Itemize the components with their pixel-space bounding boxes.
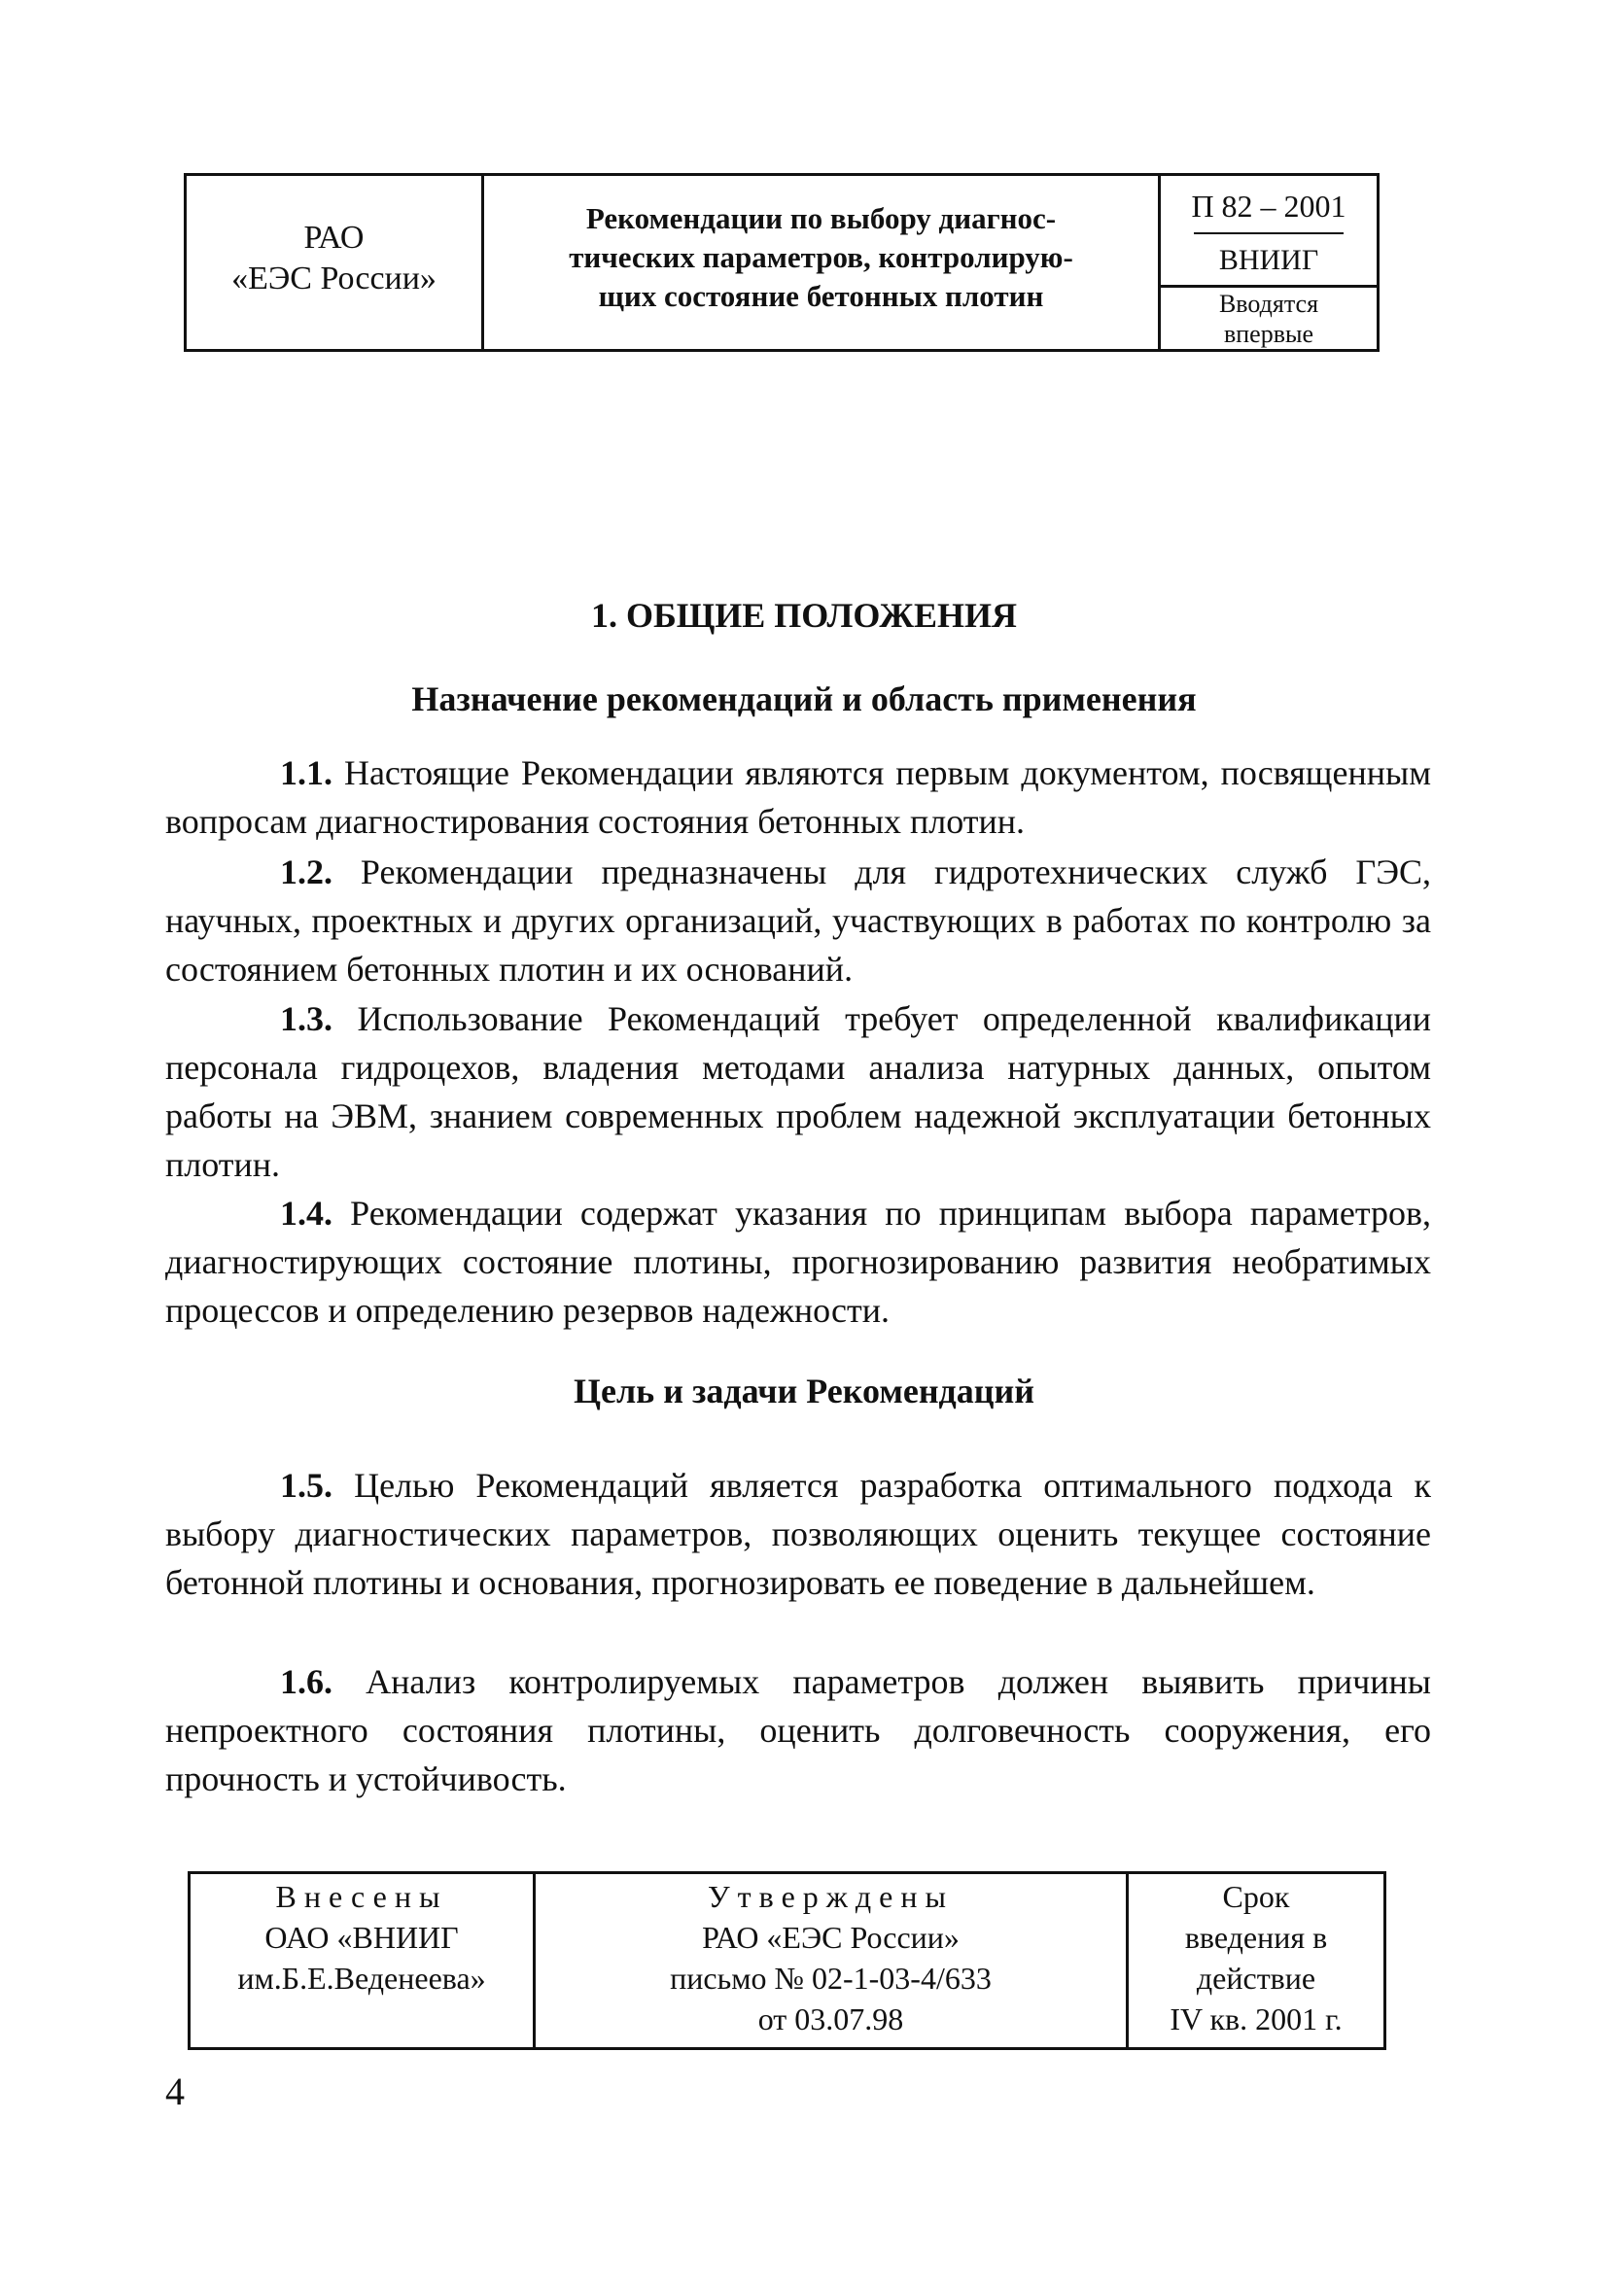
section-title: 1. ОБЩИЕ ПОЛОЖЕНИЯ (590, 596, 1018, 635)
footer-submitted (191, 1874, 536, 2047)
paragraph-1-2 (165, 848, 1431, 993)
footer-approved-letter: письмо № 02-1-03-4/633 (670, 1961, 992, 1996)
paragraph-number: 1.4. (280, 1194, 332, 1233)
header-title-line1: Рекомендации по выбору диагнос- (585, 201, 1057, 235)
header-table (184, 173, 1380, 352)
paragraph-1-6 (165, 1657, 1431, 1803)
footer-effective-line2: введения в (1184, 1920, 1328, 1955)
paragraph-number: 1.2. (280, 852, 332, 891)
footer-approved-org: РАО «ЕЭС России» (702, 1920, 960, 1955)
footer-effective-line4: IV кв. 2001 г. (1170, 2001, 1343, 2036)
header-code-cell (1161, 176, 1377, 349)
header-title-line3: щих состояние бетонных плотин (598, 279, 1044, 313)
section-subtitle-purpose: Назначение рекомендаций и область применения (411, 679, 1197, 718)
footer-approved-date: от 03.07.98 (757, 2001, 904, 2036)
header-title-line2: тических параметров, контролирую- (569, 240, 1073, 274)
status-line1: Вводятся (1218, 289, 1319, 318)
paragraph-text: Использование Рекомендаций требует определенной квалификации персонала гидроцехов, владения методами анализа натурных данных, опытом работы на ЭВМ, знанием современных проблем надежной эксплуатации бетонных плотин. (165, 999, 1431, 1184)
header-organization (187, 176, 484, 349)
document-org-code: ВНИИГ (1161, 236, 1377, 288)
footer-effective (1129, 1874, 1383, 2047)
paragraph-1-5 (165, 1461, 1431, 1607)
footer-submitted-label: Внесены (275, 1879, 448, 1914)
document-status (1161, 288, 1377, 349)
paragraph-text: Анализ контролируемых параметров должен выявить причины непроектного состояния плотины, оценить долговечность сооружения, его прочность и устойчивость. (165, 1662, 1431, 1798)
footer-effective-line3: действие (1196, 1961, 1316, 1996)
footer-approved (536, 1874, 1129, 2047)
page-number: 4 (165, 2070, 185, 2113)
paragraph-number: 1.6. (280, 1662, 332, 1701)
footer-submitted-org2: им.Б.Е.Веденеева» (237, 1961, 486, 1996)
footer-table (188, 1871, 1386, 2050)
header-org-line1: РАО (303, 220, 365, 256)
paragraph-number: 1.1. (280, 753, 332, 792)
document-code: П 82 – 2001 (1161, 176, 1377, 236)
paragraph-text: Настоящие Рекомендации являются первым документом, посвященным вопросам диагностирования состояния бетонных плотин. (165, 753, 1431, 841)
paragraph-1-1 (165, 748, 1431, 846)
footer-effective-line1: Срок (1222, 1879, 1290, 1914)
header-title (484, 176, 1161, 349)
paragraph-1-3 (165, 994, 1431, 1189)
paragraph-1-4 (165, 1189, 1431, 1335)
status-line2: впервые (1223, 319, 1313, 348)
paragraph-number: 1.5. (280, 1466, 332, 1505)
paragraph-text: Рекомендации предназначены для гидротехнических служб ГЭС, научных, проектных и других организаций, участвующих в работах по контролю за состоянием бетонных плотин и их оснований. (165, 852, 1431, 989)
paragraph-text: Рекомендации содержат указания по принципам выбора параметров, диагностирующих состояние плотины, прогнозированию развития необратимых процессов и определению резервов надежности. (165, 1194, 1431, 1330)
footer-submitted-org: ОАО «ВНИИГ (264, 1920, 459, 1955)
footer-approved-label: Утверждены (708, 1879, 954, 1914)
paragraph-text: Целью Рекомендаций является разработка оптимального подхода к выбору диагностических параметров, позволяющих оценить текущее состояние бетонной плотины и основания, прогнозировать ее поведение в дальнейшем. (165, 1466, 1431, 1602)
section-subtitle-goals: Цель и задачи Рекомендаций (574, 1372, 1034, 1410)
paragraph-number: 1.3. (280, 999, 332, 1038)
header-org-line2: «ЕЭС России» (231, 261, 437, 296)
